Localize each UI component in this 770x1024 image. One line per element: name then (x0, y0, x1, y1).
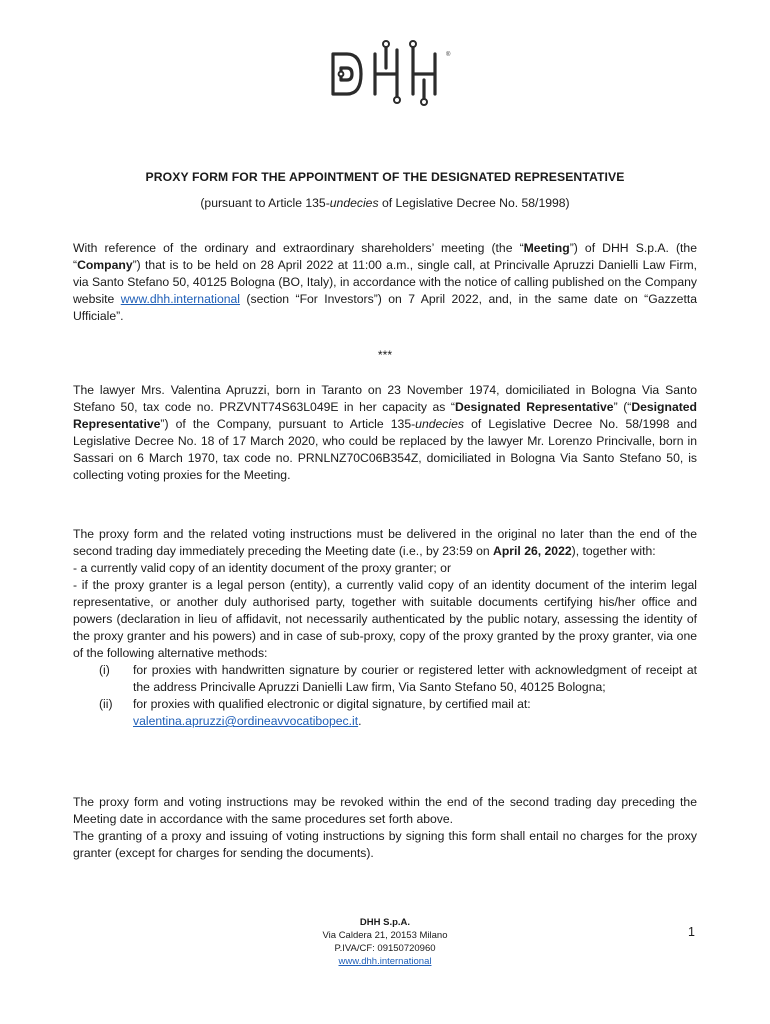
document-subtitle (0, 196, 770, 210)
revocation-paragraph: The proxy form and voting instructions may be revoked within the end of the second trading day preceding the Meeting date in accordance with the same procedures set forth above. (73, 795, 697, 826)
meeting-term: Meeting (523, 241, 570, 255)
subtitle-italic: undecies (329, 196, 379, 210)
company-term: Company (77, 258, 133, 272)
document-title: PROXY FORM FOR THE APPOINTMENT OF THE DESIGNATED REPRESENTATIVE (145, 170, 625, 184)
requirement-item: - if the proxy granter is a legal person (entity), a currently valid copy of an identity document of the interim legal representative, or another duly authorised party, together with suitable documents certifying his/her office and powers (declaration in lieu of affidavit, not necessarily authenticated by the public notary, assessing the identity of the proxy granter and his powers) and in case of sub-proxy, copy of the proxy granted by the proxy granter, via one of the following alternative methods: (73, 578, 697, 660)
deadline-date: April 26, 2022 (493, 544, 572, 558)
delivery-instructions-paragraph: The proxy form and the related voting instructions must be delivered in the original no later than the end of the second trading day immediately preceding the Meeting date (i.e., by 23:59 on April 26, 2022), together with: - a currently valid copy of an identity document of the proxy granter; or - if the proxy granter is a legal person (entity), a currently valid copy of an identity document of the interim legal representative, or another duly authorised party, together with suitable documents certifying his/her office and powers (declaration in lieu of affidavit, not necessarily authenticated by the public notary, assessing the identity of the proxy granter and his powers) and in case of sub-proxy, copy of the proxy granted by the proxy granter, via one of the following alternative methods: (i) for proxies with handwritten signature by courier or registered letter with acknowledgment of receipt at the address Princivalle Apruzzi Danielli Law firm, Via Santo Stefano 50, 40125 Bologna; (ii) for proxies with qualified electronic or digital signature, by certified mail at: valentina.apruzzi@ordineavvocatibopec.it. (73, 527, 697, 728)
requirement-item: - a currently valid copy of an identity document of the proxy granter; or (73, 561, 452, 575)
company-website-link[interactable]: www.dhh.international (120, 292, 240, 306)
footer-vat: P.IVA/CF: 09150720960 (334, 943, 436, 954)
certified-mail-link[interactable]: valentina.apruzzi@ordineavvocatibopec.it (133, 714, 359, 728)
meeting-reference-paragraph: With reference of the ordinary and extraordinary shareholders’ meeting (the “Meeting”) of DHH S.p.A. (the “Company”) that is to be held on 28 April 2022 at 11:00 a.m., single call, at Princivalle Apruzzi Danielli Law Firm, via Santo Stefano 50, 40125 Bologna (BO, Italy), in accordance with the notice of calling published on the Company website www.dhh.international (section “For Investors”) on 7 April 2022, and, in the same date on “Gazzetta Ufficiale”. (73, 241, 697, 323)
method-text: for proxies with handwritten signature by courier or registered letter with acknowledgment of receipt at the address Princivalle Apruzzi Danielli Law firm, Via Santo Stefano 50, 40125 Bologna; (133, 663, 697, 694)
charges-paragraph: The granting of a proxy and issuing of voting instructions by signing this form shall entail no charges for the proxy granter (except for charges for sending the documents). (73, 829, 697, 860)
footer-address: Via Caldera 21, 20153 Milano (322, 930, 448, 941)
logo-trademark: ® (446, 52, 451, 58)
method-number: (i) (99, 663, 110, 677)
subtitle-pre: (pursuant to Article 135- (200, 196, 330, 210)
section-separator: *** (377, 348, 393, 362)
dhh-logo (325, 38, 455, 106)
footer-website-link[interactable]: www.dhh.international (338, 956, 432, 967)
page-number: 1 (688, 925, 695, 939)
delivery-method (73, 662, 697, 696)
subtitle-post: of Legislative Decree No. 58/1998) (378, 196, 570, 210)
designated-representative-paragraph: The lawyer Mrs. Valentina Apruzzi, born in Taranto on 23 November 1974, domiciliated in Bologna Via Santo Stefano 50, tax code no. PRZVNT74S63L049E in her capacity as “Designated Representative” (“Designated Representative”) of the Company, pursuant to Article 135-undecies of Legislative Decree No. 58/1998 and Legislative Decree No. 18 of 17 March 2020, who could be replaced by the lawyer Mr. Lorenzo Princivalle, born in Sassari on 6 March 1970, tax code no. PRNLNZ70C06B354Z, domiciliated in Bologna Via Santo Stefano 50, is collecting voting proxies for the Meeting. (73, 383, 698, 482)
page-footer (0, 916, 770, 968)
method-text: for proxies with qualified electronic or digital signature, by certified mail at: valentina.apruzzi@ordineavvocatibopec.it. (133, 697, 531, 728)
method-number: (ii) (99, 697, 113, 711)
footer-company: DHH S.p.A. (359, 917, 411, 928)
delivery-method (73, 696, 697, 730)
